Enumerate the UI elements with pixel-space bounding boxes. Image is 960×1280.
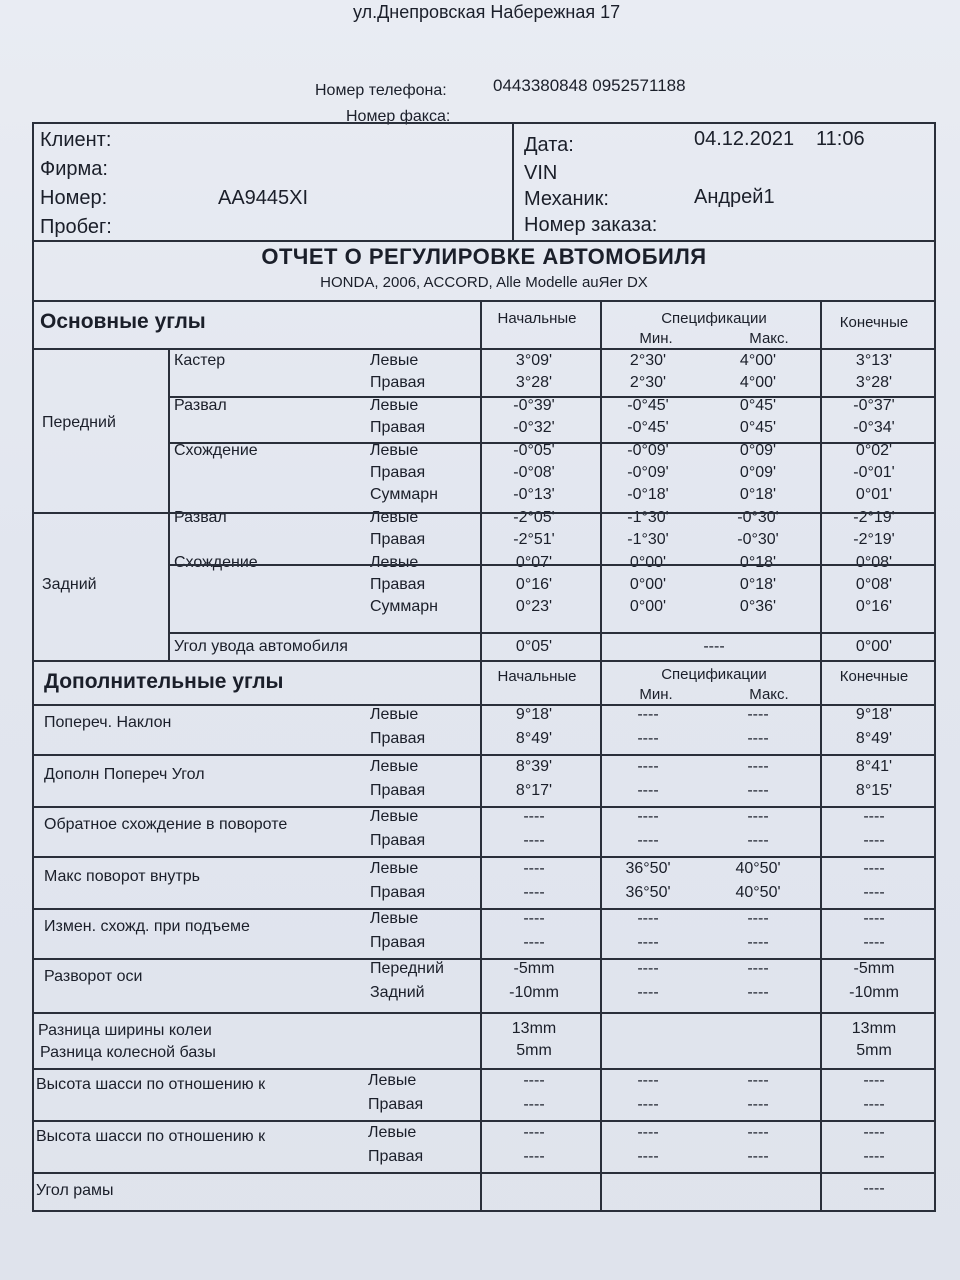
spec-min-value: 2°30' [629,374,667,392]
final-value: ---- [863,1124,885,1141]
spec-min-value: -0°18' [627,486,669,504]
shop-address: ул.Днепровская Набережная 17 [353,2,621,22]
spec-min-value: ---- [637,1096,659,1113]
final-value: 5mm [856,1042,892,1059]
side-label: Левые [370,860,419,877]
side-label: Левые [370,910,419,927]
thrust-angle-label: Угол увода автомобиля [174,638,348,655]
divider [34,300,934,302]
spec-min-value: ---- [637,984,659,1001]
side-label: Левые [370,808,419,825]
spec-max-value: 40°50' [735,884,781,901]
divider [34,754,934,756]
side-label: Левые [368,1124,417,1141]
initial-value: -0°32' [513,419,555,437]
initial-value: ---- [523,860,545,877]
initial-value: 13mm [511,1020,557,1037]
final-value: ---- [863,934,885,951]
spec-min-value: ---- [637,934,659,951]
final-value: 0°16' [855,598,893,616]
rear-axle-label: Задний [42,576,97,593]
spec-max-value: 0°18' [739,486,777,504]
spec-min-value: 0°00' [629,553,667,571]
final-value: -2°19' [853,531,895,549]
spec-max-value: 4°00' [739,352,777,369]
angle-group-label: Попереч. Наклон [44,714,172,731]
side-label: Правая [368,1148,424,1165]
final-value: 13mm [851,1020,897,1037]
col-spec: Спецификации [661,666,767,683]
side-label: Правая [370,934,426,951]
divider [34,806,934,808]
final-value: ---- [863,910,885,927]
side-label: Левые [370,441,419,459]
angle-group-label: Высота шасси по отношению к [36,1076,266,1093]
divider [34,1120,934,1122]
spec-max-value: ---- [747,706,769,723]
divider [34,856,934,858]
initial-value: -2°05' [513,508,555,526]
spec-min-value: -0°09' [627,441,669,459]
spec-max-value: ---- [747,934,769,951]
mechanic-label: Механик: [524,188,609,210]
spec-min-value: ---- [637,960,659,977]
spec-min-value: 36°50' [625,884,671,901]
initial-value: 8°17' [515,782,553,799]
spec-max-value: 0°09' [739,441,777,459]
side-label: Правая [370,464,426,481]
vin-label: VIN [524,162,558,184]
divider [34,1068,934,1070]
angle-group-label: Обратное схождение в повороте [44,816,288,833]
final-value: -0°01' [853,464,895,481]
divider [34,660,934,662]
col-min: Мин. [639,686,673,703]
initial-value: 9°18' [515,706,553,723]
side-label: Правая [370,374,426,392]
side-label: Левые [370,396,419,414]
side-label: Правая [370,782,426,799]
front-axle-label: Передний [42,414,116,431]
divider [820,660,822,1212]
spec-max-value: 4°00' [739,374,777,392]
col-max: Макс. [749,686,789,703]
final-value: -10mm [849,984,899,1001]
final-value: 0°08' [855,553,893,571]
spec-max-value: ---- [747,984,769,1001]
side-label: Правая [370,884,426,901]
initial-value: -0°13' [513,486,555,504]
divider [168,348,170,660]
frame-angle-label: Угол рамы [36,1182,114,1199]
spec-min-value: ---- [637,832,659,849]
spec-min-value: ---- [637,1148,659,1165]
final-value: ---- [863,832,885,849]
col-final: Конечные [839,314,909,331]
side-label: Передний [370,960,444,977]
spec-min-value: ---- [637,1124,659,1141]
initial-value: 0°16' [515,576,553,593]
final-value: -5mm [853,960,895,977]
spec-max-value: 0°09' [739,464,777,481]
initial-value: ---- [523,884,545,901]
spec-max-value: 0°36' [739,598,777,616]
spec-min-value: ---- [637,730,659,747]
initial-value: ---- [523,1096,545,1113]
initial-value: 5mm [516,1042,552,1059]
mechanic-value: Андрей1 [694,186,775,208]
spec-min-value: -1°30' [627,531,669,549]
angle-group-label: Макс поворот внутрь [44,868,200,885]
initial-value: 8°39' [515,758,553,775]
spec-min-value: 0°00' [629,598,667,616]
extra-section-title: Дополнительные углы [44,670,284,693]
initial-value: 3°28' [515,374,553,392]
spec-min-value: -0°09' [627,464,669,481]
final-value: 8°49' [855,730,893,747]
col-max: Макс. [749,330,789,347]
date-label: Дата: [524,134,574,156]
side-label: Левые [368,1072,417,1089]
spec-min-value: 36°50' [625,860,671,877]
phone-label: Номер телефона: [315,82,447,99]
spec-max-value: ---- [747,910,769,927]
final-value: ---- [863,1180,885,1197]
spec-max-value: ---- [747,832,769,849]
spec-min-value: -1°30' [627,508,669,526]
angle-group-label: Развал [174,508,227,526]
side-label: Суммарн [370,486,439,504]
spec-min-value: 2°30' [629,352,667,369]
spec-min-value: ---- [637,782,659,799]
spec-max-value: ---- [747,960,769,977]
final-value: ---- [863,808,885,825]
final-value: -0°34' [853,419,895,437]
side-label: Левые [370,553,419,571]
initial-value: ---- [523,1124,545,1141]
spec-min-value: ---- [637,1072,659,1089]
initial-value: -5mm [513,960,555,977]
side-label: Левые [370,706,419,723]
spec-max-value: ---- [747,1148,769,1165]
side-label: Правая [368,1096,424,1113]
header-block [34,124,934,242]
spec-max-value: 0°18' [739,576,777,593]
order-info [512,124,936,240]
side-label: Суммарн [370,598,439,616]
final-value: ---- [863,1096,885,1113]
initial-value: 8°49' [515,730,553,747]
side-label: Правая [370,730,426,747]
final-value: 9°18' [855,706,893,723]
final-value: 8°41' [855,758,893,775]
divider [34,958,934,960]
spec-max-value: ---- [747,1072,769,1089]
mileage-label: Пробег: [40,216,112,238]
spec-max-value: ---- [747,808,769,825]
report-frame [32,122,936,1212]
final-value: -2°19' [853,508,895,526]
firm-label: Фирма: [40,158,108,180]
side-label: Левые [370,758,419,775]
order-number-label: Номер заказа: [524,214,658,236]
spec-min-value: ---- [637,758,659,775]
divider [480,660,482,1212]
initial-value: ---- [523,1072,545,1089]
spec-max-value: ---- [747,782,769,799]
divider [600,300,602,660]
final-value: 0°02' [855,441,893,459]
plate-row [40,184,309,213]
final-value: 3°28' [855,374,893,392]
divider [34,1172,934,1174]
spec-max-value: 0°18' [739,553,777,571]
number-label: Номер: [40,187,108,209]
final-value: ---- [863,860,885,877]
angle-group-label: Кастер [174,352,226,369]
spec-max-value: 0°45' [739,396,777,414]
final-value: ---- [863,1148,885,1165]
angle-group-label: Разворот оси [44,968,143,985]
initial-value: 0°05' [515,638,553,655]
angle-group-label: Высота шасси по отношению к [36,1128,266,1145]
divider [34,908,934,910]
spec-min-value: -0°45' [627,396,669,414]
spec-max-value: -0°30' [737,508,779,526]
wheelbase-label: Разница колесной базы [40,1044,216,1061]
divider [34,704,934,706]
initial-value: ---- [523,934,545,951]
side-label: Правая [370,419,426,437]
initial-value: -0°39' [513,396,555,414]
initial-value: 0°07' [515,553,553,571]
side-label: Правая [370,832,426,849]
final-value: ---- [863,884,885,901]
divider [34,1012,934,1014]
final-value: 0°08' [855,576,893,593]
spec-value: ---- [703,638,725,655]
spec-max-value: 40°50' [735,860,781,877]
side-label: Правая [370,576,426,593]
client-info [40,126,309,242]
divider [480,300,482,660]
final-value: 0°00' [855,638,893,655]
final-value: 8°15' [855,782,893,799]
col-spec: Спецификации [661,310,767,327]
spec-min-value: ---- [637,706,659,723]
initial-value: ---- [523,910,545,927]
angle-group-label: Схождение [174,441,258,459]
spec-min-value: ---- [637,808,659,825]
divider [820,300,822,660]
initial-value: -0°08' [513,464,555,481]
spec-min-value: -0°45' [627,419,669,437]
initial-value: 3°09' [515,352,553,369]
spec-max-value: ---- [747,730,769,747]
initial-value: 0°23' [515,598,553,616]
spec-max-value: ---- [747,1124,769,1141]
final-value: 3°13' [855,352,893,369]
side-label: Левые [370,508,419,526]
track-width-label: Разница ширины колеи [38,1022,212,1039]
initial-value: ---- [523,808,545,825]
angle-group-label: Развал [174,396,227,414]
main-section-title: Основные углы [40,310,206,333]
final-value: -0°37' [853,396,895,414]
vehicle-subtitle: HONDA, 2006, ACCORD, Alle Modelle auЯer DX [320,274,648,291]
col-initial: Начальные [497,310,577,327]
initial-value: -10mm [509,984,559,1001]
initial-value: ---- [523,1148,545,1165]
final-value: 0°01' [855,486,893,504]
side-label: Левые [370,352,419,369]
col-final: Конечные [839,668,909,685]
time-value: 11:06 [816,128,865,150]
initial-value: -0°05' [513,441,555,459]
phone-value: 0443380848 0952571188 [493,76,686,95]
initial-value: ---- [523,832,545,849]
angle-group-label: Измен. схожд. при подъеме [44,918,250,935]
spec-max-value: ---- [747,758,769,775]
side-label: Задний [370,984,425,1001]
angle-group-label: Схождение [174,553,258,571]
col-min: Мин. [639,330,673,347]
spec-max-value: ---- [747,1096,769,1113]
client-label: Клиент: [40,129,112,151]
spec-max-value: 0°45' [739,419,777,437]
fax-label: Номер факса: [346,108,451,125]
number-value: AA9445XI [218,187,309,209]
final-value: ---- [863,1072,885,1089]
spec-min-value: ---- [637,910,659,927]
report-title: ОТЧЕТ О РЕГУЛИРОВКЕ АВТОМОБИЛЯ [261,244,707,269]
date-value: 04.12.2021 [694,128,795,150]
divider [34,512,168,514]
angle-group-label: Дополн Попереч Угол [44,766,205,783]
initial-value: -2°51' [513,531,555,549]
side-label: Правая [370,531,426,549]
col-initial: Начальные [497,668,577,685]
spec-min-value: 0°00' [629,576,667,593]
spec-max-value: -0°30' [737,531,779,549]
